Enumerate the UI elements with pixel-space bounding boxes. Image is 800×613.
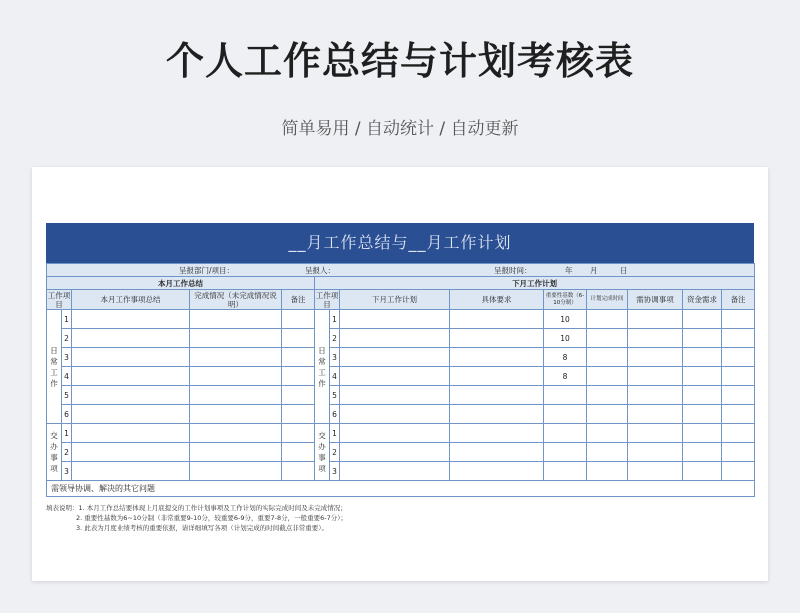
right-col-importance: 重要性基数（6-10分制） [544,290,587,310]
importance-cell[interactable] [544,405,587,424]
row-number: 2 [62,329,72,348]
day-label: 日 [620,266,628,275]
right-col-remark: 备注 [722,290,755,310]
coordination-row [47,481,755,497]
header-row [47,290,755,310]
note-line: 3. 此表为月度业绩考核的重要依据，请详细填写各项（计划完成的时间截点非常重要）。 [76,524,329,532]
right-group-assigned: 交 办 事 项 [315,424,330,481]
importance-cell[interactable]: 8 [544,367,587,386]
left-group-daily: 日 常 工 作 [47,310,62,424]
right-col-plan: 下月工作计划 [340,290,450,310]
row-number: 2 [330,329,340,348]
importance-cell[interactable]: 10 [544,310,587,329]
time-label: 呈报时间： [494,266,532,275]
table-row [47,424,755,443]
importance-cell[interactable]: 8 [544,348,587,367]
left-col-summary: 本月工作事项总结 [72,290,190,310]
right-col-funding: 资金需求 [683,290,722,310]
month-label: 月 [590,266,598,275]
right-group-daily: 日 常 工 作 [315,310,330,424]
dept-label: 呈报部门/项目： [179,266,235,275]
row-number: 3 [330,348,340,367]
importance-cell[interactable] [544,386,587,405]
importance-cell[interactable]: 10 [544,329,587,348]
row-number: 1 [62,424,72,443]
row-number: 3 [62,348,72,367]
plan-table [46,263,755,497]
fill-instructions [46,503,754,533]
info-row [47,264,755,277]
left-group-assigned: 交 办 事 项 [47,424,62,481]
year-label: 年 [565,266,573,275]
table-row [47,329,755,348]
table-row [47,405,755,424]
left-col-remark: 备注 [282,290,315,310]
plan-section-title: 下月工作计划 [315,277,755,290]
note-line: 2. 重要性基数为6~10分制（非常重要9-10分，较重要6-9分，重要7-8分，一般重要6-7分）； [76,514,347,522]
left-col-project: 工作项目 [47,290,71,309]
page-subtitle: 简单易用 / 自动统计 / 自动更新 [281,119,519,139]
left-col-status: 完成情况（未完成情况说明） [190,290,282,310]
table-row [47,310,755,329]
table-row [47,348,755,367]
reporter-label: 呈报人： [305,266,335,275]
row-number: 2 [330,443,340,462]
right-col-project: 工作项目 [315,290,339,309]
row-number: 4 [330,367,340,386]
row-number: 6 [330,405,340,424]
table-row [47,462,755,481]
row-number: 3 [330,462,340,481]
row-number: 1 [330,310,340,329]
right-col-coordination: 需协调事项 [628,290,683,310]
coordination-label[interactable]: 需领导协调、解决的其它问题 [47,481,755,497]
table-row [47,367,755,386]
row-number: 1 [62,310,72,329]
row-number: 5 [330,386,340,405]
summary-section-title: 本月工作总结 [47,277,315,290]
row-number: 6 [62,405,72,424]
note-line: 填表说明：1. 本月工作总结要体现上月底提交的工作计划事项及工作计划的实际完成时间及未完成情况； [46,504,347,512]
right-col-deadline: 计划完成时间 [587,290,628,310]
row-number: 2 [62,443,72,462]
table-row [47,443,755,462]
table-row [47,386,755,405]
row-number: 3 [62,462,72,481]
sheet-banner: __月工作总结与__月工作计划 [46,223,754,263]
right-col-requirement: 具体要求 [450,290,544,310]
row-number: 4 [62,367,72,386]
row-number: 5 [62,386,72,405]
section-row [47,277,755,290]
row-number: 1 [330,424,340,443]
page-title: 个人工作总结与计划考核表 [165,39,634,83]
